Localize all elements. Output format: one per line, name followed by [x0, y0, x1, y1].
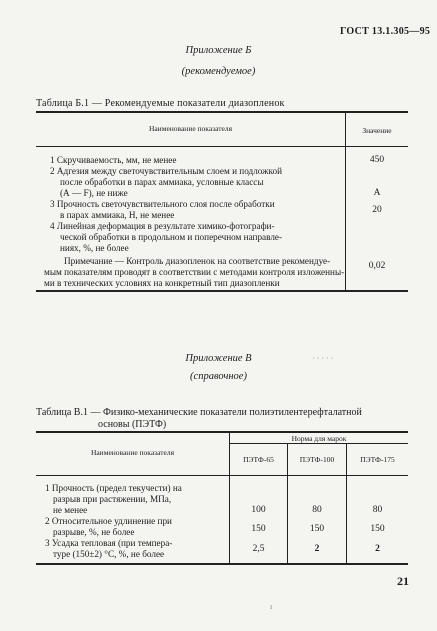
table-b1-value-1: 450 [369, 155, 385, 165]
appendix-v-subtitle: (справочное) [190, 371, 247, 382]
table-b1-value-4: 0,02 [368, 261, 386, 271]
table-v1-caption-line-2: основы (ПЭТФ) [98, 419, 167, 430]
table-b1-col-value: Значение [362, 126, 392, 135]
table-v1-r2-v2: 150 [309, 524, 325, 534]
table-v1-row-2b: разрыве, %, не более [53, 527, 135, 537]
table-b1-row-1: 1 Скручиваемость, мм, не менее [50, 155, 177, 165]
appendix-v-title: Приложение В [185, 353, 252, 364]
table-v1-row-3a: 3 Усадка тепловая (при темпера- [45, 538, 173, 548]
appendix-b-title: Приложение Б [185, 45, 252, 56]
table-b1-value-3: 20 [372, 205, 382, 215]
table-v1-group-rule [230, 443, 408, 444]
table-b1-note-line-1: Примечание — Контроль диазопленок на соответствие рекомендуе- [64, 256, 331, 266]
table-b1-caption: Таблица Б.1 — Рекомендуемые показатели диазопленок [36, 98, 285, 109]
table-v1-col-group: Норма для марок [291, 434, 347, 443]
page-number: 21 [397, 574, 409, 588]
table-b1-row-4c: ниях, %, не более [60, 243, 129, 253]
standard-header: ГОСТ 13.1.305—95 [340, 26, 431, 37]
table-v1-row-2a: 2 Относительное удлинение при [45, 516, 172, 526]
table-v1-r1-v3: 80 [372, 505, 383, 515]
table-v1-caption-line-1: Таблица В.1 — Физико-механические показатели полиэтилентерефталатной [36, 407, 362, 418]
table-v1-brand-3: ПЭТФ-175 [360, 455, 395, 464]
table-b1-note-line-3: ми в технических условиях на конкретный тип диазопленки [44, 278, 280, 288]
table-b1-col-name: Наименование показателя [148, 124, 233, 133]
table-b1-row-4b: ческой обработки в продольном и поперечном направле- [60, 232, 283, 242]
table-b1-top-rule [36, 111, 408, 113]
table-v1-row-1a: 1 Прочность (предел текучести) на [45, 483, 182, 493]
table-b1-header-rule [36, 146, 408, 147]
table-v1-r3-v3: 2 [375, 544, 380, 554]
table-v1-row-1b: разрыв при растяжении, МПа, [53, 494, 172, 504]
table-v1-r1-v2: 80 [312, 505, 322, 515]
table-v1-r1-v1: 100 [251, 505, 266, 515]
table-b1-value-2: A [373, 188, 381, 198]
appendix-b-subtitle: (рекомендуемое) [181, 66, 256, 77]
table-v1-r2-v1: 150 [251, 524, 266, 534]
table-v1-row-1c: не менее [53, 505, 88, 515]
table-b1-row-2: 2 Адгезия между светочувствительным слоем и подложкой [50, 166, 283, 176]
table-v1-bottom-rule [36, 563, 408, 565]
table-v1-header-rule [36, 475, 408, 476]
table-b1-row-3: 3 Прочность светочувствительного слоя после обработки [50, 199, 275, 209]
table-v1-brand-2: ПЭТФ-100 [299, 455, 335, 464]
table-v1-row-3b: туре (150±2) °С, %, не более [53, 549, 165, 559]
table-v1-col-name: Наименование показателя [90, 448, 175, 457]
scan-artifact: · · · · · [312, 354, 334, 363]
table-b1-row-4: 4 Линейная деформация в результате химико-фотографи- [50, 221, 275, 231]
table-b1-bottom-rule [36, 290, 408, 292]
table-v1-r3-v2: 2 [314, 544, 320, 554]
table-b1-row-2b: после обработки в парах аммиака, условные классы [60, 177, 264, 187]
table-v1-r2-v3: 150 [370, 524, 385, 534]
table-b1-note-line-2: мым показателям проводят в соответствии с методами контроля изложенны- [44, 267, 345, 277]
table-v1-r3-v1: 2,5 [252, 544, 265, 554]
table-v1-brand-1: ПЭТФ-65 [243, 455, 274, 464]
scan-artifact-bottom: ı [270, 602, 273, 611]
table-b1-row-2c: (А — F), не ниже [60, 188, 128, 198]
table-v1-top-rule [36, 431, 408, 433]
table-b1-row-3b: в парах аммиака, Н, не менее [60, 210, 175, 220]
